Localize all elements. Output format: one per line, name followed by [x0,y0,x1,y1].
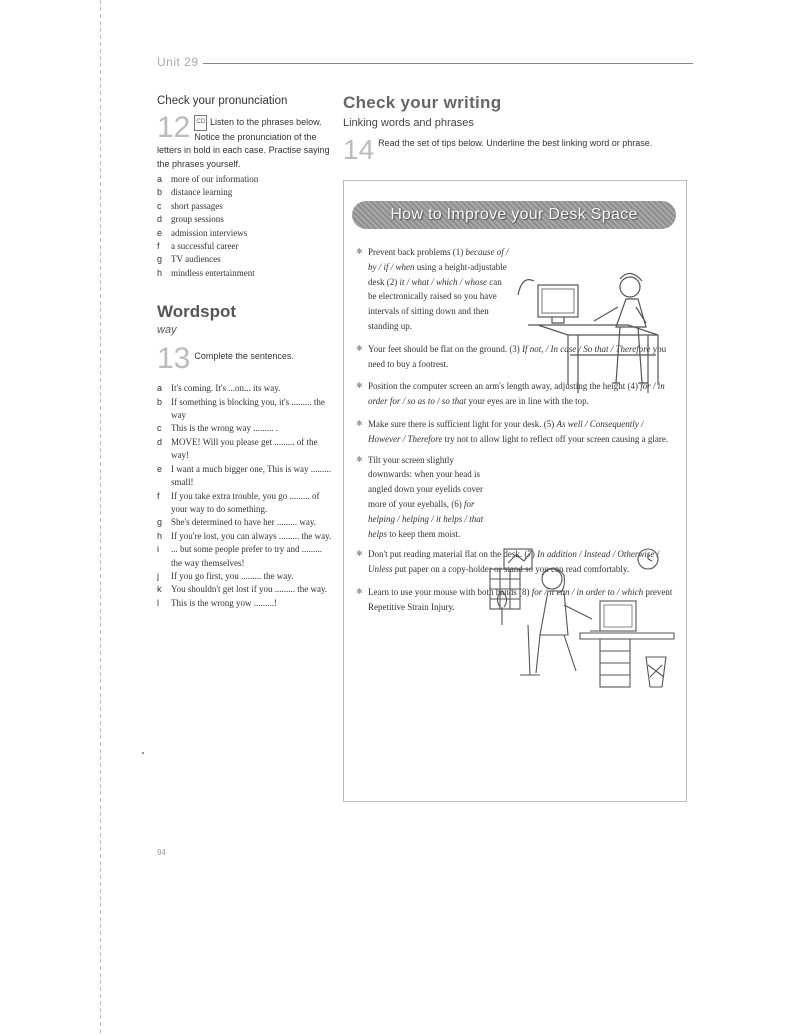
header-rule [203,63,693,64]
star-bullet-icon: ✱ [356,247,363,256]
linking-options[interactable]: for / in order for / so as to / so that [368,381,665,407]
linking-options[interactable]: it / what / which / whose [399,276,488,287]
list-item: b distance learning [157,187,233,198]
linking-options[interactable]: As well / Consequently / However / Therefore [368,418,644,444]
cd-icon: CD [194,115,207,131]
list-item: e I want a much bigger one, This is way ......... small! [157,463,332,488]
star-bullet-icon: ✱ [356,454,363,464]
pronunciation-heading: Check your pronunciation [157,95,288,107]
desk-illustration-seated [480,545,676,695]
right-column [343,93,693,163]
exercise-12 [157,111,332,280]
list-item: d group sessions [157,214,224,225]
exercise-13 [157,342,332,610]
list-item: j If you go first, you ......... the way. [157,570,294,581]
tip-item: ✱ Prevent back problems (1) because of / by / if / when using a height-adjustable desk (2) it / what / which / whose can be electronically raised so you have intervals of sitting down and then standing up. [356,247,509,331]
tip-item: ✱ Your feet should be flat on the ground. (3) If not, / In case / So that / Therefore you need to buy a footrest. [356,343,667,369]
linking-options[interactable]: In addition / Instead / Otherwise / Unless [368,549,660,575]
list-item: a It's coming. It's ...on... its way. [157,383,281,394]
star-bullet-icon: ✱ [356,586,363,596]
list-item: a more of our information [157,174,259,184]
list-item: l This is the wrong yow .........! [157,597,277,608]
list-item: h If you're lost, you can always ......... the way. [157,530,332,541]
monitor-shape [538,285,578,317]
exercise-instruction: Read the set of tips below. Underline the best linking word or phrase. [378,138,653,148]
list-item: f a successful career [157,241,239,252]
star-bullet-icon: ✱ [356,418,363,428]
list-item: h mindless entertainment [157,267,255,278]
star-bullet-icon: ✱ [356,381,363,391]
list-item: g TV audiences [157,254,221,265]
star-bullet-icon: ✱ [356,343,363,353]
list-item: c This is the wrong way ......... . [157,423,278,434]
linking-options[interactable]: If not, / In case / So that / Therefore [522,343,651,354]
left-column [157,95,332,610]
pronunciation-list [157,173,332,280]
tip-item: ✱ Make sure there is sufficient light for your desk. (5) As well / Consequently / However / Therefore try not to allow light to reflect off your screen causing a glare. [356,418,669,444]
article-banner [352,201,676,229]
exercise-number: 13 [157,342,191,376]
list-item: e admission interviews [157,227,248,238]
unit-header: Unit 29 [157,55,199,69]
wordspot-list [157,382,332,610]
instruction-text: Listen to the phrases below. Notice the pronunciation of the letters in bold in each case. Practise saying the phrases yourself. [157,117,330,169]
exercise-number: 12 [157,111,191,144]
article-title: How to Improve your Desk Space [390,206,638,223]
list-item: i ... but some people prefer to try and ......... the way themselves! [157,544,322,568]
wordspot-word: way [157,324,177,337]
binding-margin-line [100,0,101,1035]
page-number: 94 [157,848,166,857]
list-item: g She's determined to have her ......... way. [157,517,316,528]
star-bullet-icon: ✱ [356,549,363,559]
check-writing-subtitle: Linking words and phrases [343,117,474,129]
tip-item: ✱ Learn to use your mouse with both hands (8) for / it can / in order to / which prevent Repetitive Strain Injury. [356,586,673,612]
tip-item: ✱ Don't put reading material flat on the desk. (7) In addition / Instead / Otherwise / Unless put paper on a copy-holder or stand so you can read comfortably. [356,549,660,575]
exercise-14 [343,134,693,165]
list-item: d MOVE! Will you please get ......... of the way! [157,436,318,461]
article-box [343,180,687,802]
list-item: c short passages [157,200,223,211]
list-item: f If you take extra trouble, you go ......... of your way to do something. [157,490,320,514]
exercise-number: 14 [343,134,375,165]
desk-illustration-standing [508,255,676,395]
tip-item: ✱ Tilt your screen slightly downwards: when your head is angled down your eyelids cover more of your eyeballs, (6) for helping / helping / it helps / that helps to keep them moist. [356,454,484,539]
linking-options[interactable]: for helping / helping / it helps / that helps [368,498,484,539]
linking-options[interactable]: for / it can / in order to / which [531,586,644,597]
linking-options[interactable]: because of / by / if / when [368,247,509,272]
list-item: k You shouldn't get lost if you ......... the way. [157,584,328,595]
check-writing-title: Check your writing [343,93,502,112]
stray-mark [142,752,144,754]
exercise-instruction: Complete the sentences. [194,351,294,362]
wordspot-title: Wordspot [157,302,237,322]
list-item: b If something is blocking you, it's ......... the way [157,396,325,421]
tip-item: ✱ Position the computer screen an arm's length away, adjusting the height (4) for / in order for / so as to / so that your eyes are in line with the top. [356,381,665,407]
